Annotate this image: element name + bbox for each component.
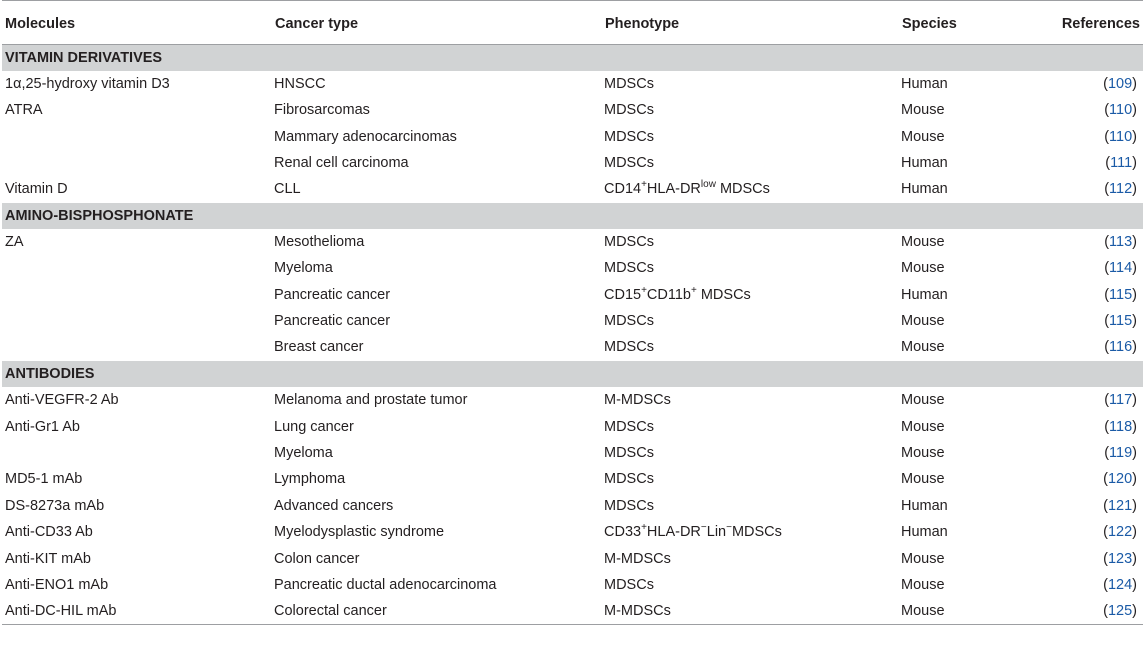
header-references: References [1043,1,1143,45]
reference-cell: (112) [1104,181,1137,198]
table-row [2,71,1143,97]
phenotype-text: CD11b [646,286,691,303]
reference-link[interactable]: 115 [1109,286,1133,303]
reference-link[interactable]: 109 [1107,75,1133,92]
phenotype-superscript: − [726,522,732,534]
molecule-cell [2,123,274,149]
reference-cell: (122) [1103,524,1137,541]
reference-link[interactable]: 113 [1109,234,1133,251]
section-header-row [2,361,1143,387]
reference-link[interactable]: 120 [1107,471,1133,488]
table-row [2,413,1143,439]
species-cell: Human [901,524,948,541]
section-header-row [2,203,1143,229]
table-row [2,123,1143,149]
species-cell: Human [901,286,948,303]
reference-cell: (111) [1105,155,1137,172]
header-phenotype: Phenotype [604,1,901,45]
table-row [2,97,1143,123]
cancer-type-cell: Colorectal cancer [274,598,604,624]
reference-cell: (115) [1104,286,1137,303]
phenotype-text: CD33 [604,524,642,541]
table-row [2,334,1143,360]
reference-cell: (121) [1103,497,1137,514]
species-cell: Mouse [901,598,1043,624]
species-cell: Human [901,155,948,172]
molecule-cell [2,308,274,334]
reference-cell: (116) [1104,339,1137,356]
cancer-type-cell: Myeloma [274,444,333,461]
phenotype-cell: MDSCs [604,339,654,356]
reference-link[interactable]: 112 [1109,181,1133,198]
reference-cell: (110) [1104,102,1137,119]
table-row [2,308,1143,334]
header-species: Species [901,1,1043,45]
reference-link[interactable]: 121 [1107,497,1133,514]
phenotype-superscript: + [641,522,647,534]
species-cell: Human [901,497,948,514]
table-row [2,519,1143,545]
phenotype-text: HLA-DR [646,181,701,198]
table-row [2,493,1143,519]
cancer-type-cell: Myeloma [274,260,333,277]
table-row [2,545,1143,571]
table-row [2,150,1143,176]
phenotype-cell: MDSCs [604,75,654,92]
phenotype-text: CD14 [604,181,642,198]
molecule-cell: Anti-CD33 Ab [5,524,93,541]
molecule-cell [2,255,274,281]
phenotype-cell: MDSCs [604,313,654,330]
species-cell: Mouse [901,576,945,593]
species-cell: Mouse [901,313,945,330]
cancer-type-cell: CLL [274,181,301,198]
phenotype-superscript: + [690,284,697,296]
table-row [2,466,1143,492]
reference-link[interactable]: 111 [1110,155,1133,172]
reference-cell: (119) [1104,444,1137,461]
reference-cell: (125) [1043,598,1143,624]
phenotype-text: CD15 [604,286,642,303]
phenotype-superscript: + [641,179,647,191]
reference-cell: (115) [1104,313,1137,330]
species-cell: Human [901,75,948,92]
reference-link[interactable]: 124 [1107,576,1133,593]
table-row [2,176,1143,202]
phenotype-superscript: + [641,284,647,296]
reference-cell: (124) [1103,576,1137,593]
section-title: ANTIBODIES [2,361,1143,387]
header-row [2,1,1143,45]
molecule-cell: Anti-VEGFR-2 Ab [5,392,119,409]
phenotype-cell: MDSCs [604,102,654,119]
reference-link[interactable]: 114 [1109,260,1133,277]
cancer-type-cell: Fibrosarcomas [274,102,370,119]
species-cell: Mouse [901,128,945,145]
table-row [2,440,1143,466]
phenotype-text: MDSCs [731,524,782,541]
reference-link[interactable]: 118 [1109,418,1133,435]
reference-cell: (120) [1103,471,1137,488]
phenotype-cell: M-MDSCs [604,550,671,567]
reference-link[interactable]: 123 [1107,550,1133,567]
phenotype-cell: MDSCs [604,234,654,251]
species-cell: Mouse [901,418,945,435]
species-cell: Mouse [901,444,945,461]
reference-link[interactable]: 116 [1109,339,1133,356]
reference-link[interactable]: 115 [1109,313,1133,330]
section-title: VITAMIN DERIVATIVES [2,45,1143,71]
phenotype-superscript: − [700,522,707,534]
reference-cell: (123) [1103,550,1137,567]
species-cell: Mouse [901,260,945,277]
species-cell: Mouse [901,550,945,567]
molecule-cell: 1α,25-hydroxy vitamin D3 [5,75,170,92]
molecule-cell [2,282,274,308]
phenotype-cell: M-MDSCs [604,392,671,409]
molecule-cell [2,150,274,176]
molecule-cell: DS-8273a mAb [5,497,105,514]
cancer-type-cell: Pancreatic cancer [274,313,391,330]
molecule-cell: Vitamin D [5,181,68,198]
cancer-type-cell: Mesothelioma [274,234,365,251]
phenotype-text: Lin [706,524,727,541]
species-cell: Human [901,181,948,198]
table-body [2,45,1143,625]
molecule-cell [2,334,274,360]
species-cell: Mouse [901,234,945,251]
cancer-type-cell: Pancreatic ductal adenocarcinoma [274,576,497,593]
reference-link[interactable]: 117 [1109,392,1133,409]
cancer-type-cell: Advanced cancers [274,497,394,514]
molecule-cell: Anti-KIT mAb [5,550,91,567]
phenotype-cell [604,282,901,308]
cancer-type-cell: Breast cancer [274,339,364,356]
phenotype-text: MDSCs [696,286,751,303]
phenotype-text: HLA-DR [646,524,701,541]
cancer-type-cell: Pancreatic cancer [274,286,391,303]
table-row [2,282,1143,308]
phenotype-text: MDSCs [715,181,770,198]
cancer-type-cell: Renal cell carcinoma [274,155,409,172]
phenotype-cell: MDSCs [604,260,654,277]
reference-link[interactable]: 110 [1109,128,1133,145]
reference-cell: (109) [1103,75,1137,92]
molecule-cell: Anti-Gr1 Ab [5,418,80,435]
header-cancer-type: Cancer type [274,1,604,45]
table-row [2,255,1143,281]
phenotype-cell: MDSCs [604,128,654,145]
cancer-type-cell: Myelodysplastic syndrome [274,524,445,541]
cancer-type-cell: Colon cancer [274,550,360,567]
species-cell: Mouse [901,339,945,356]
phenotype-cell: M-MDSCs [604,598,901,624]
phenotype-cell: MDSCs [604,497,654,514]
phenotype-cell: MDSCs [604,155,654,172]
phenotype-cell [604,176,901,202]
reference-cell: (118) [1104,418,1137,435]
table-row [2,572,1143,598]
section-header-row [2,45,1143,71]
phenotype-cell: MDSCs [604,576,654,593]
species-cell: Mouse [901,102,945,119]
cancer-type-cell: Melanoma and prostate tumor [274,392,468,409]
reference-link[interactable]: 122 [1107,524,1133,541]
cancer-type-cell: Mammary adenocarcinomas [274,128,457,145]
reference-link[interactable]: 125 [1107,603,1133,620]
phenotype-cell: MDSCs [604,418,654,435]
phenotype-cell [604,519,901,545]
table-row [2,598,1143,624]
table-row [2,387,1143,413]
molecule-cell [2,440,274,466]
reference-cell: (110) [1104,128,1137,145]
reference-cell: (113) [1104,234,1137,251]
reference-link[interactable]: 110 [1109,102,1133,119]
cancer-type-cell: HNSCC [274,75,326,92]
reference-cell: (117) [1104,392,1137,409]
molecule-cell: MD5-1 mAb [5,471,83,488]
cancer-type-cell: Lymphoma [274,471,346,488]
molecules-table [2,0,1143,625]
section-title: AMINO-BISPHOSPHONATE [2,203,1143,229]
reference-link[interactable]: 119 [1109,444,1133,461]
phenotype-superscript: low [700,179,716,191]
molecule-cell: Anti-DC-HIL mAb [2,598,274,624]
species-cell: Mouse [901,392,945,409]
molecule-cell: ATRA [5,102,43,119]
header-molecules: Molecules [2,1,274,45]
cancer-type-cell: Lung cancer [274,418,354,435]
reference-cell: (114) [1104,260,1137,277]
molecule-cell: ZA [5,234,24,251]
molecule-cell: Anti-ENO1 mAb [5,576,109,593]
species-cell: Mouse [901,471,945,488]
phenotype-cell: MDSCs [604,444,654,461]
phenotype-cell: MDSCs [604,471,654,488]
table-row [2,229,1143,255]
